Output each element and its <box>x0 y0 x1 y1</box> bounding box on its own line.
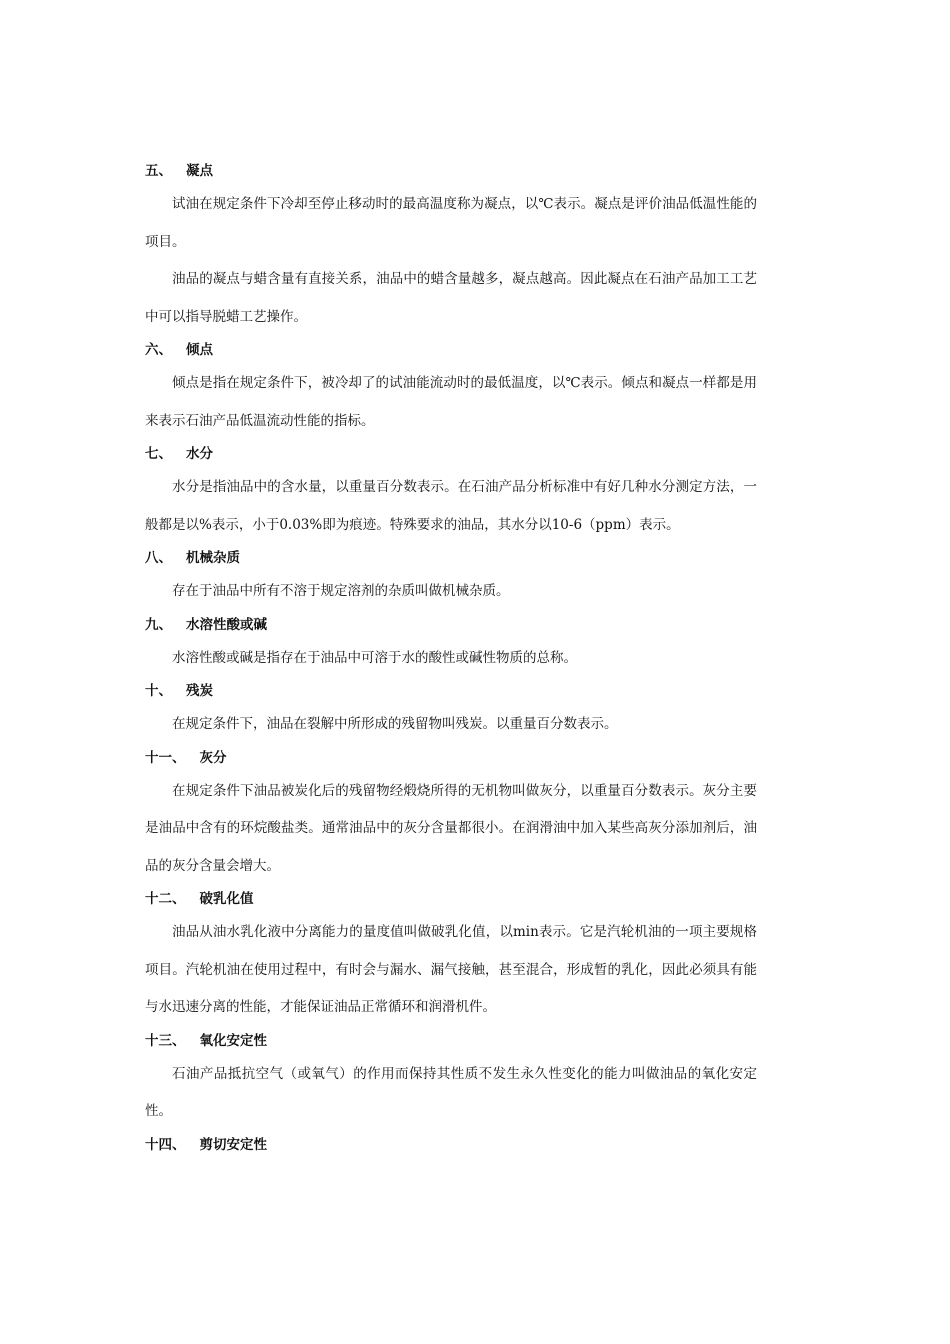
section-title: 破乳化值 <box>199 891 254 907</box>
section-heading <box>145 744 757 772</box>
paragraph: 油品从油水乳化液中分离能力的量度值叫做破乳化值，以min表示。它是汽轮机油的一项主要规格项目。汽轮机油在使用过程中，有时会与漏水、漏气接触，甚至混合，形成暂的乳化，因此必须具有能与水迅速分离的性能，才能保证油品正常循环和润滑机件。 <box>145 924 757 1015</box>
section-number: 十二、 <box>145 891 186 907</box>
paragraph: 水分是指油品中的含水量，以重量百分数表示。在石油产品分析标准中有好几种水分测定方法，一般都是以%表示，小于0.03%即为痕迹。特殊要求的油品，其水分以10-6（ppm）表示。 <box>145 479 757 533</box>
section-heading <box>145 1131 757 1159</box>
section-title: 氧化安定性 <box>199 1032 267 1049</box>
paragraph: 在规定条件下油品被炭化后的残留物经煅烧所得的无机物叫做灰分，以重量百分数表示。灰分主要是油品中含有的环烷酸盐类。通常油品中的灰分含量都很小。在润滑油中加入某些高灰分添加剂后，油品的灰分含量会增大。 <box>145 782 757 874</box>
section-heading <box>145 336 757 364</box>
section-number: 十三、 <box>145 1032 186 1049</box>
section-heading <box>145 157 757 185</box>
section-heading <box>145 1027 757 1055</box>
section-title: 水分 <box>186 446 213 462</box>
section-carbon-residue <box>145 677 757 744</box>
section-mechanical-impurities <box>145 544 757 611</box>
section-oxidation-stability <box>145 1027 757 1131</box>
section-water-soluble-acid-base <box>145 611 757 678</box>
section-number: 十、 <box>145 683 172 699</box>
section-number: 九、 <box>145 616 172 633</box>
paragraph: 在规定条件下，油品在裂解中所形成的残留物叫残炭。以重量百分数表示。 <box>172 716 618 732</box>
paragraph: 石油产品抵抗空气（或氧气）的作用而保持其性质不发生永久性变化的能力叫做油品的氧化安定性。 <box>145 1065 757 1119</box>
section-heading <box>145 544 757 572</box>
paragraph: 油品的凝点与蜡含量有直接关系，油品中的蜡含量越多，凝点越高。因此凝点在石油产品加工工艺中可以指导脱蜡工艺操作。 <box>145 271 757 325</box>
section-title: 倾点 <box>186 342 213 358</box>
section-heading <box>145 885 757 913</box>
section-water-content <box>145 440 757 544</box>
section-number: 十一、 <box>145 749 186 766</box>
section-title: 水溶性酸或碱 <box>186 616 267 633</box>
paragraph: 水溶性酸或碱是指存在于油品中可溶于水的酸性或碱性物质的总称。 <box>172 649 577 666</box>
section-number: 七、 <box>145 446 172 462</box>
paragraph: 存在于油品中所有不溶于规定溶剂的杂质叫做机械杂质。 <box>172 583 510 599</box>
paragraph: 试油在规定条件下冷却至停止移动时的最高温度称为凝点，以℃表示。凝点是评价油品低温性能的项目。 <box>145 196 757 250</box>
section-number: 六、 <box>145 342 172 358</box>
paragraph: 倾点是指在规定条件下，被冷却了的试油能流动时的最低温度，以℃表示。倾点和凝点一样都是用来表示石油产品低温流动性能的指标。 <box>145 375 757 429</box>
section-title: 机械杂质 <box>186 550 240 566</box>
section-shear-stability <box>145 1131 757 1159</box>
section-heading <box>145 440 757 468</box>
section-title: 凝点 <box>186 163 213 179</box>
section-heading <box>145 677 757 705</box>
document-body <box>145 157 757 1159</box>
section-ash-content <box>145 744 757 886</box>
section-title: 残炭 <box>186 683 213 699</box>
section-pour-point <box>145 336 757 440</box>
section-title: 灰分 <box>199 749 227 766</box>
section-number: 八、 <box>145 550 172 566</box>
section-title: 剪切安定性 <box>199 1136 267 1153</box>
section-heading <box>145 611 757 639</box>
section-number: 五、 <box>145 163 172 179</box>
section-number: 十四、 <box>145 1136 186 1153</box>
section-demulsibility <box>145 885 757 1027</box>
section-pour-point-solidification <box>145 157 757 336</box>
